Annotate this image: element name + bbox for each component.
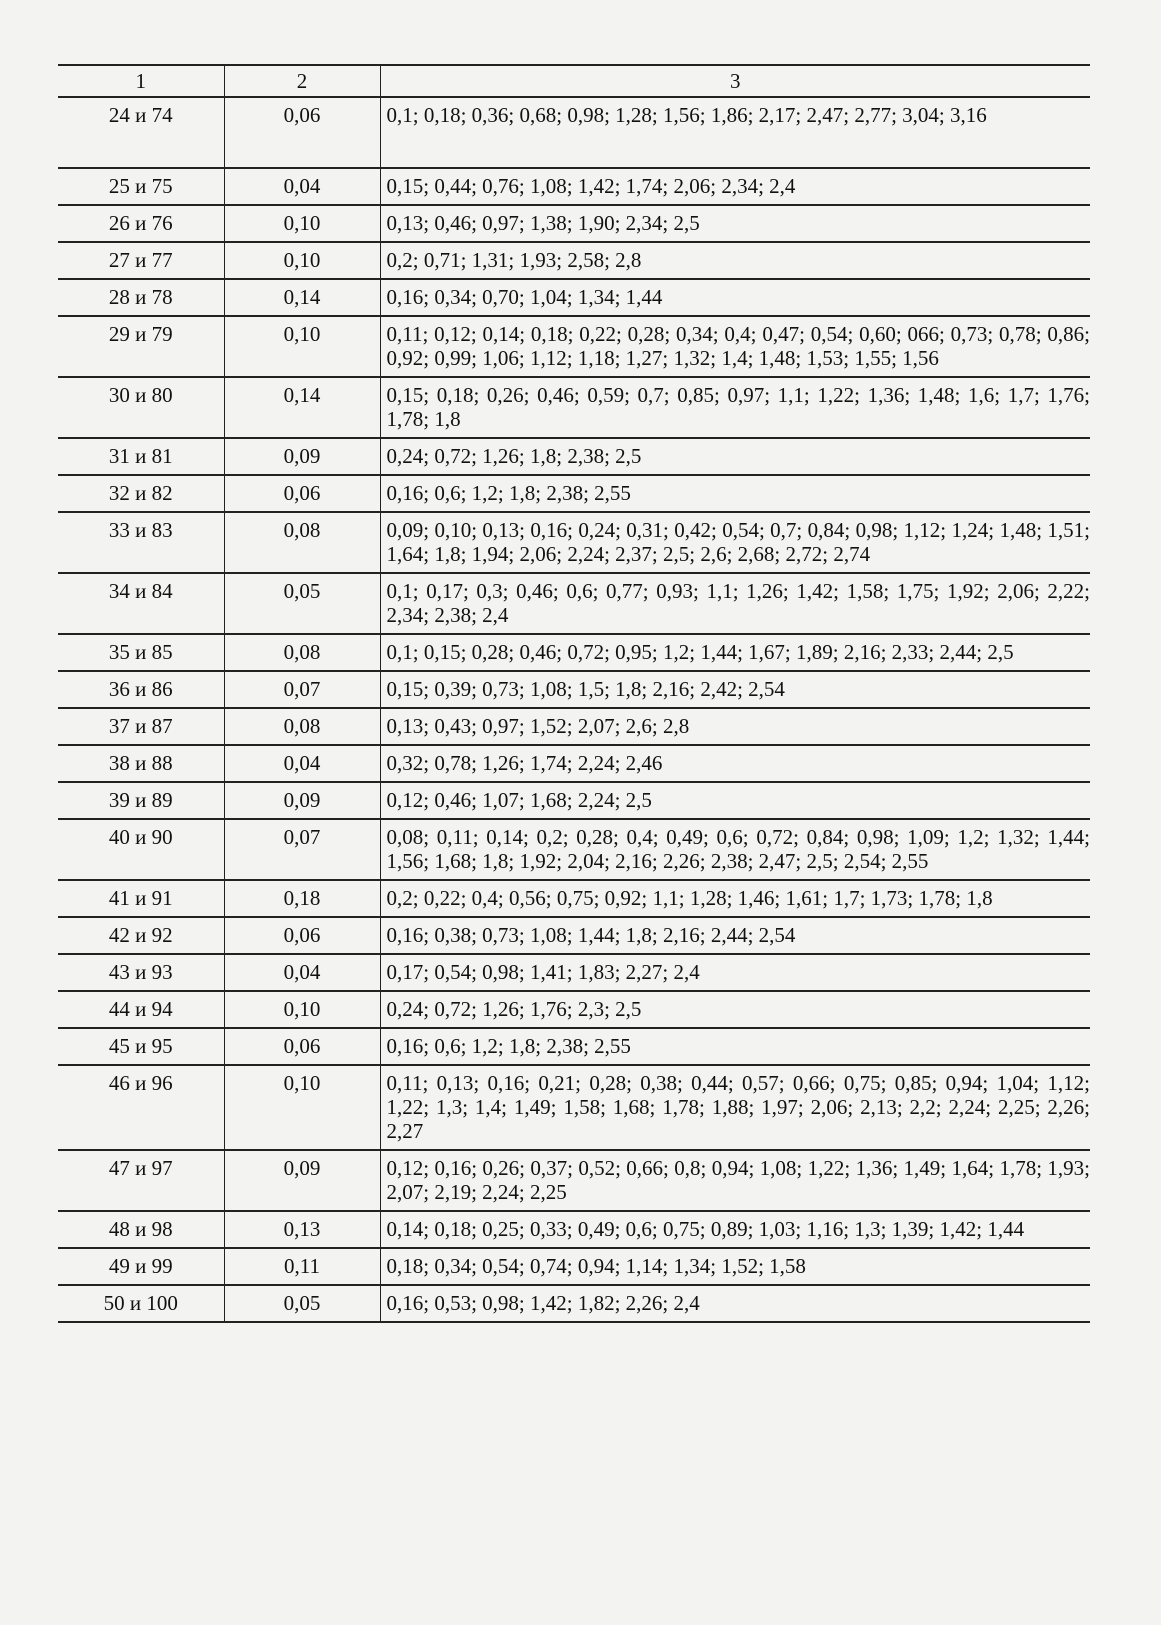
step-cell: 0,05 — [224, 573, 380, 634]
step-cell: 0,05 — [224, 1285, 380, 1322]
step-cell: 0,07 — [224, 819, 380, 880]
values-cell: 0,15; 0,18; 0,26; 0,46; 0,59; 0,7; 0,85; 0,97; 1,1; 1,22; 1,36; 1,48; 1,6; 1,7; 1,76; 1,78; 1,8 — [380, 377, 1090, 438]
table-row — [58, 671, 1090, 708]
step-cell: 0,04 — [224, 745, 380, 782]
variant-cell: 29 и 79 — [58, 316, 224, 377]
values-cell: 0,16; 0,38; 0,73; 1,08; 1,44; 1,8; 2,16; 2,44; 2,54 — [380, 917, 1090, 954]
step-cell: 0,06 — [224, 475, 380, 512]
values-cell: 0,11; 0,13; 0,16; 0,21; 0,28; 0,38; 0,44; 0,57; 0,66; 0,75; 0,85; 0,94; 1,04; 1,12; 1,22; 1,3; 1,4; 1,49; 1,58; 1,68; 1,78; 1,88; 1,97; 2,06; 2,13; 2,2; 2,24; 2,25; 2,26; 2,27 — [380, 1065, 1090, 1150]
step-cell: 0,08 — [224, 512, 380, 573]
values-cell: 0,08; 0,11; 0,14; 0,2; 0,28; 0,4; 0,49; 0,6; 0,72; 0,84; 0,98; 1,09; 1,2; 1,32; 1,44; 1,56; 1,68; 1,8; 1,92; 2,04; 2,16; 2,26; 2,38; 2,47; 2,5; 2,54; 2,55 — [380, 819, 1090, 880]
variant-cell: 46 и 96 — [58, 1065, 224, 1150]
table-row — [58, 512, 1090, 573]
variant-cell: 36 и 86 — [58, 671, 224, 708]
table-row — [58, 316, 1090, 377]
values-cell: 0,11; 0,12; 0,14; 0,18; 0,22; 0,28; 0,34; 0,4; 0,47; 0,54; 0,60; 066; 0,73; 0,78; 0,86; 0,92; 0,99; 1,06; 1,12; 1,18; 1,27; 1,32; 1,4; 1,48; 1,53; 1,55; 1,56 — [380, 316, 1090, 377]
values-cell: 0,15; 0,39; 0,73; 1,08; 1,5; 1,8; 2,16; 2,42; 2,54 — [380, 671, 1090, 708]
step-cell: 0,10 — [224, 205, 380, 242]
column-header-1: 1 — [58, 65, 224, 97]
step-cell: 0,07 — [224, 671, 380, 708]
values-cell: 0,1; 0,15; 0,28; 0,46; 0,72; 0,95; 1,2; 1,44; 1,67; 1,89; 2,16; 2,33; 2,44; 2,5 — [380, 634, 1090, 671]
table-row — [58, 1285, 1090, 1322]
step-cell: 0,13 — [224, 1211, 380, 1248]
variant-cell: 26 и 76 — [58, 205, 224, 242]
table-row — [58, 438, 1090, 475]
table-row — [58, 708, 1090, 745]
step-cell: 0,04 — [224, 168, 380, 205]
variant-cell: 24 и 74 — [58, 97, 224, 168]
step-cell: 0,10 — [224, 242, 380, 279]
variant-cell: 35 и 85 — [58, 634, 224, 671]
column-header-3: 3 — [380, 65, 1090, 97]
step-cell: 0,09 — [224, 1150, 380, 1211]
step-cell: 0,14 — [224, 279, 380, 316]
table-row — [58, 1211, 1090, 1248]
step-cell: 0,10 — [224, 1065, 380, 1150]
step-cell: 0,09 — [224, 782, 380, 819]
table-row — [58, 377, 1090, 438]
variant-cell: 41 и 91 — [58, 880, 224, 917]
values-cell: 0,32; 0,78; 1,26; 1,74; 2,24; 2,46 — [380, 745, 1090, 782]
step-cell: 0,14 — [224, 377, 380, 438]
values-cell: 0,16; 0,34; 0,70; 1,04; 1,34; 1,44 — [380, 279, 1090, 316]
step-cell: 0,11 — [224, 1248, 380, 1285]
values-cell: 0,2; 0,71; 1,31; 1,93; 2,58; 2,8 — [380, 242, 1090, 279]
table-row — [58, 991, 1090, 1028]
variant-cell: 32 и 82 — [58, 475, 224, 512]
step-cell: 0,08 — [224, 708, 380, 745]
table-row — [58, 475, 1090, 512]
variant-cell: 49 и 99 — [58, 1248, 224, 1285]
values-cell: 0,24; 0,72; 1,26; 1,76; 2,3; 2,5 — [380, 991, 1090, 1028]
table-row — [58, 880, 1090, 917]
variant-cell: 31 и 81 — [58, 438, 224, 475]
step-cell: 0,18 — [224, 880, 380, 917]
values-cell: 0,17; 0,54; 0,98; 1,41; 1,83; 2,27; 2,4 — [380, 954, 1090, 991]
values-cell: 0,12; 0,16; 0,26; 0,37; 0,52; 0,66; 0,8; 0,94; 1,08; 1,22; 1,36; 1,49; 1,64; 1,78; 1,93; 2,07; 2,19; 2,24; 2,25 — [380, 1150, 1090, 1211]
variant-cell: 34 и 84 — [58, 573, 224, 634]
step-cell: 0,04 — [224, 954, 380, 991]
table-row — [58, 634, 1090, 671]
variant-cell: 44 и 94 — [58, 991, 224, 1028]
variant-cell: 28 и 78 — [58, 279, 224, 316]
data-table — [58, 64, 1090, 1323]
variant-cell: 40 и 90 — [58, 819, 224, 880]
table-row — [58, 1150, 1090, 1211]
table-row — [58, 573, 1090, 634]
variant-cell: 33 и 83 — [58, 512, 224, 573]
values-cell: 0,13; 0,43; 0,97; 1,52; 2,07; 2,6; 2,8 — [380, 708, 1090, 745]
step-cell: 0,08 — [224, 634, 380, 671]
table-row — [58, 954, 1090, 991]
variant-cell: 30 и 80 — [58, 377, 224, 438]
table-row — [58, 205, 1090, 242]
step-cell: 0,10 — [224, 991, 380, 1028]
table-row — [58, 279, 1090, 316]
table-row — [58, 168, 1090, 205]
values-cell: 0,09; 0,10; 0,13; 0,16; 0,24; 0,31; 0,42; 0,54; 0,7; 0,84; 0,98; 1,12; 1,24; 1,48; 1,51; 1,64; 1,8; 1,94; 2,06; 2,24; 2,37; 2,5; 2,6; 2,68; 2,72; 2,74 — [380, 512, 1090, 573]
column-header-2: 2 — [224, 65, 380, 97]
step-cell: 0,06 — [224, 97, 380, 168]
variant-cell: 42 и 92 — [58, 917, 224, 954]
table-row — [58, 1065, 1090, 1150]
values-cell: 0,1; 0,17; 0,3; 0,46; 0,6; 0,77; 0,93; 1,1; 1,26; 1,42; 1,58; 1,75; 1,92; 2,06; 2,22; 2,34; 2,38; 2,4 — [380, 573, 1090, 634]
table-header-row — [58, 65, 1090, 97]
variant-cell: 37 и 87 — [58, 708, 224, 745]
values-cell: 0,24; 0,72; 1,26; 1,8; 2,38; 2,5 — [380, 438, 1090, 475]
variant-cell: 38 и 88 — [58, 745, 224, 782]
step-cell: 0,10 — [224, 316, 380, 377]
values-cell: 0,13; 0,46; 0,97; 1,38; 1,90; 2,34; 2,5 — [380, 205, 1090, 242]
values-cell: 0,15; 0,44; 0,76; 1,08; 1,42; 1,74; 2,06; 2,34; 2,4 — [380, 168, 1090, 205]
table-row — [58, 1248, 1090, 1285]
variant-cell: 48 и 98 — [58, 1211, 224, 1248]
table-row — [58, 917, 1090, 954]
values-cell: 0,1; 0,18; 0,36; 0,68; 0,98; 1,28; 1,56; 1,86; 2,17; 2,47; 2,77; 3,04; 3,16 — [380, 97, 1090, 168]
variant-cell: 27 и 77 — [58, 242, 224, 279]
variant-cell: 50 и 100 — [58, 1285, 224, 1322]
table-row — [58, 1028, 1090, 1065]
table-row — [58, 242, 1090, 279]
values-cell: 0,2; 0,22; 0,4; 0,56; 0,75; 0,92; 1,1; 1,28; 1,46; 1,61; 1,7; 1,73; 1,78; 1,8 — [380, 880, 1090, 917]
table-row — [58, 97, 1090, 168]
values-cell: 0,16; 0,53; 0,98; 1,42; 1,82; 2,26; 2,4 — [380, 1285, 1090, 1322]
step-cell: 0,06 — [224, 1028, 380, 1065]
variant-cell: 45 и 95 — [58, 1028, 224, 1065]
table-row — [58, 782, 1090, 819]
values-cell: 0,16; 0,6; 1,2; 1,8; 2,38; 2,55 — [380, 475, 1090, 512]
values-cell: 0,16; 0,6; 1,2; 1,8; 2,38; 2,55 — [380, 1028, 1090, 1065]
step-cell: 0,09 — [224, 438, 380, 475]
variant-cell: 25 и 75 — [58, 168, 224, 205]
table-row — [58, 819, 1090, 880]
variant-cell: 39 и 89 — [58, 782, 224, 819]
variant-cell: 43 и 93 — [58, 954, 224, 991]
values-cell: 0,12; 0,46; 1,07; 1,68; 2,24; 2,5 — [380, 782, 1090, 819]
step-cell: 0,06 — [224, 917, 380, 954]
table-row — [58, 745, 1090, 782]
variant-cell: 47 и 97 — [58, 1150, 224, 1211]
values-cell: 0,14; 0,18; 0,25; 0,33; 0,49; 0,6; 0,75; 0,89; 1,03; 1,16; 1,3; 1,39; 1,42; 1,44 — [380, 1211, 1090, 1248]
values-cell: 0,18; 0,34; 0,54; 0,74; 0,94; 1,14; 1,34; 1,52; 1,58 — [380, 1248, 1090, 1285]
